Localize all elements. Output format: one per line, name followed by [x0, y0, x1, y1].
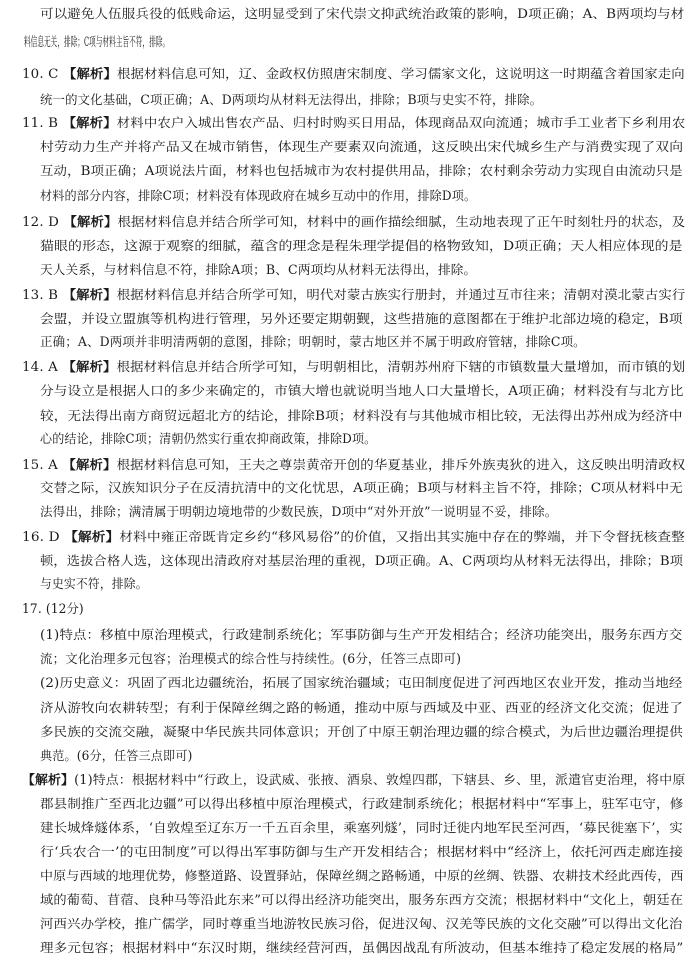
- analysis-tag: 【解析】: [62, 66, 118, 81]
- text-segment: 法得出，排除；满清属于明朝边境地带的少数民族，D项中“对外开放”一说明显不妥，排除。: [40, 504, 558, 519]
- text-segment: 13. B: [22, 287, 63, 302]
- text-segment: 可以避免人伍服兵役的低贱命运，这明显受到了宋代崇文抑武统治政策的影响，D项正确；A、B两项均与材: [40, 6, 685, 21]
- text-segment: 济从游牧向农耕转型；有利于保障丝绸之路的畅通，推动中原与西域及中亚、西亚的经济文化交流；促进了: [40, 700, 683, 715]
- text-segment: 11. B: [22, 115, 63, 130]
- text-segment: 统一的文化基础，C项正确；A、D两项均从材料无法得出，排除；B项与史实不符，排除。: [40, 92, 543, 107]
- text-segment: 域的葡萄、苜蓿、良种马等沿此东来”可以得出经济功能突出，服务东西方交流；根据材料中“文化上，朝廷在: [40, 892, 684, 907]
- text-segment: 料信息无关，排除；C项与材料主旨不符，排除。: [24, 34, 170, 49]
- text-segment: 心的结论，排除C项；清朝仍然实行重农抑商政策，排除D项。: [40, 431, 377, 446]
- text-segment: 猫眼的形态，这源于观察的细腻，蕴含的理念是程朱理学提倡的格物致知，D项正确；天人相应体现的是: [40, 238, 683, 253]
- analysis-tag: 【解析】: [62, 115, 117, 130]
- text-segment: 中原与西域的地理优势，修整道路、设置驿站，保障丝绸之路畅通，中原的丝绸、铁器、农耕技术经此西传，西: [40, 868, 684, 883]
- text-segment: 典范。(6分，任答三点即可): [40, 748, 193, 763]
- text-segment: 根据材料信息并结合所学可知，材料中的画作描绘细腻，生动地表现了正午时刻牡丹的状态，及: [117, 214, 686, 229]
- text-segment: 材料中雍正帝既肯定乡约“移风易俗”的价值，又指出其实施中存在的弊端，并下令督抚核查整: [119, 529, 685, 544]
- analysis-tag: 【解析】: [62, 457, 117, 472]
- text-segment: 与史实不符，排除。: [40, 576, 148, 591]
- analysis-tag: 【解析】: [62, 287, 117, 302]
- text-segment: 12. D: [22, 214, 64, 229]
- text-segment: 多民族的交流交融，凝聚中华民族共同体意识；开创了中原王朝治理边疆的综合模式，为后世边疆治理提供: [40, 724, 683, 739]
- analysis-tag: 【解析】: [62, 359, 117, 374]
- text-segment: 建长城烽燧体系，‘自敦煌至辽东万一千五百余里，乘塞列燧’，同时迁徙内地军民至河西，‘募民徙塞下’，实: [40, 820, 683, 835]
- analysis-tag: 【解析】: [22, 772, 75, 787]
- text-segment: 流；文化治理多元包容；治理模式的综合性与持续性。(6分，任答三点即可): [40, 651, 462, 666]
- text-segment: 16. D: [22, 529, 65, 544]
- text-segment: 顿，选拔合格人选，这体现出清政府对基层治理的重视，D项正确。A、C两项均从材料无法得出，排除；B项: [40, 553, 684, 568]
- text-line: [40, 932, 683, 964]
- text-segment: 河西兴办学校，推广儒学，同时尊重当地游牧民族习俗，促进汉匈、汉羌等民族的文化交融”可以得出文化治: [40, 916, 683, 931]
- text-segment: 根据材料信息可知，王夫之尊崇黄帝开创的华夏基业，排斥外族夷狄的进入，这反映出明清政权: [116, 457, 686, 472]
- text-segment: 根据材料信息可知，辽、金政权仿照唐宋制度、学习儒家文化，这说明这一时期蕴含着国家走向: [117, 66, 685, 81]
- text-segment: 郡县制推广至西北边疆”可以得出移植中原治理模式，行政建制系统化；根据材料中“军事上，驻军屯守，修: [40, 796, 684, 811]
- text-segment: 正确；A、D两项并非明清两朝的意图，排除；明朝时，蒙古地区并不属于明政府管辖，排除C项。: [40, 334, 586, 349]
- text-segment: 14. A: [22, 359, 63, 374]
- text-segment: (1)特点：移植中原治理模式，行政建制系统化；军事防御与生产开发相结合；经济功能突出，服务东西方交: [40, 627, 683, 642]
- text-segment: 行‘兵农合一’的屯田制度”可以得出军事防御与生产开发相结合；根据材料中“经济上，依托河西走廊连接: [40, 844, 684, 859]
- analysis-tag: 【解析】: [63, 214, 118, 229]
- text-segment: 10. C: [22, 66, 63, 81]
- text-segment: 15. A: [22, 457, 63, 472]
- text-segment: 村劳动力生产并将产品又在城市销售，体现生产要素双向流通，这反映出宋代城乡生产与消费实现了双向: [40, 139, 684, 154]
- analysis-tag: 【解析】: [64, 529, 120, 544]
- text-line: [24, 26, 169, 58]
- text-segment: 天人关系，与材料信息不符，排除A项；B、C两项均从材料无法得出，排除。: [40, 262, 477, 277]
- text-segment: (1)特点：根据材料中“行政上，设武威、张掖、酒泉、敦煌四郡，下辖县、乡、里，派遣官吏治理，将中原: [74, 772, 686, 787]
- text-segment: 17. (12分): [22, 601, 84, 616]
- text-segment: 根据材料信息并结合所学可知，与明朝相比，清朝苏州府下辖的市镇数量大量增加，而市镇的划: [116, 359, 686, 374]
- text-segment: 交替之际，汉族知识分子在反清抗清中的文化忧思，A项正确；B项与材料主旨不符，排除；C项从材料中无: [40, 480, 683, 495]
- text-segment: 较，无法得出南方商贸远超北方的结论，排除B项；材料没有与其他城市相比较，无法得出苏州成为经济中: [40, 408, 683, 423]
- text-segment: 材料的部分内容，排除C项；材料没有体现政府在城乡互动中的作用，排除D项。: [40, 188, 477, 203]
- text-segment: 理多元包容；根据材料中“东汉时期，继续经营河西，虽偶因战乱有所波动，但基本维持了稳定发展的格局”: [40, 940, 684, 955]
- text-segment: 根据材料信息并结合所学可知，明代对蒙古族实行册封，并通过互市往来；清朝对漠北蒙古实行: [116, 287, 686, 302]
- text-segment: 分与设立是根据人口的多少来确定的，市镇大增也就说明当地人口大量增长，A项正确；材料没有与北方比: [40, 383, 684, 398]
- text-segment: (2)历史意义：巩固了西北边疆统治，拓展了国家统治疆域；屯田制度促进了河西地区农业开发，推动当地经: [40, 675, 683, 690]
- text-segment: 材料中农户入城出售农产品、归村时购买日用品，体现商品双向流通；城市手工业者下乡利用农: [116, 115, 686, 130]
- text-segment: 会盟，并设立盟旗等机构进行管理，另外还要定期朝觐，这些措施的意图都在于维护北部边境的稳定，B项: [40, 311, 683, 326]
- text-segment: 互动，B项正确；A项说法片面，材料也包括城市为农村提供用品，排除；农村剩余劳动力实现自由流动只是: [40, 163, 683, 178]
